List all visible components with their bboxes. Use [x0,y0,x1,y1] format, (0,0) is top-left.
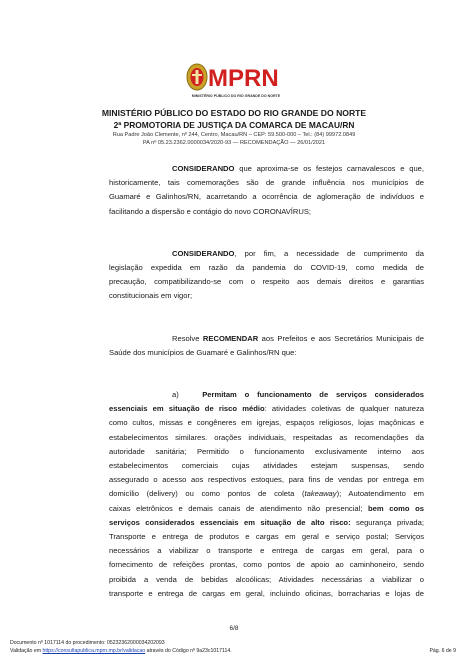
paragraph-line [109,502,424,516]
emphasis: CONSIDERANDO [172,248,235,258]
paragraph-line [109,247,424,261]
paragraph-line: constitucionais em vigor; [109,291,193,301]
text-run: caixas eletrônicos e demais canais de atendimento não presencial; [109,503,369,513]
mprn-logo [186,62,286,102]
emphasis: Permitam o funcionamento de serviços considerados [202,390,424,400]
paragraph-line: como cultos, missas e congêneres em igrejas, espaços religiosos, lojas maçônicas e [109,418,424,428]
paragraph-line: historicamente, tais comemorações são de grande influência nos municípios de [109,178,424,188]
page-number: 6/8 [229,625,239,632]
emphasis: CONSIDERANDO [172,164,235,173]
paragraph-line: legislação expedida em razão da pandemia do COVID-19, como medida de [109,263,424,273]
logo-wordmark: MPRN [208,65,279,92]
paragraph-line: Guamaré e Galinhos/RN, acarretando a ocorrência de aglomeração de indivíduos e [109,192,424,202]
document-reference: PA nº 05.23.2362.0000034/2020-93 — RECOMENDAÇÃO — 26/01/2021 [142,140,326,146]
office-address: Rua Padre João Clemente, nº 244, Centro, Macau/RN – CEP: 59.500-000 – Tel.: (84) 99972.0849 [112,132,356,138]
paragraph-line: autoridade sanitária; Permitido o funcionamento exclusivamente interno aos [109,446,424,456]
text-run: segurança privada; [350,517,424,527]
paragraph-line: facilitando a dispersão e contágio do novo CORONAVÍRUS; [109,206,312,216]
paragraph-line [109,332,424,346]
emphasis: essenciais em situação de risco médio [109,404,265,414]
text-run: : atividades coletivas de qualquer natureza [264,404,424,414]
item-marker: a) [172,390,179,400]
text-run: , por fim, a necessidade de cumprimento da [234,248,424,258]
logo-caption: MINISTÉRIO PÚBLICO DO RIO GRANDE DO NORTE [191,94,281,98]
document-body [109,162,424,601]
text-run: aos Prefeitos e aos Secretários Municipais de [258,333,424,343]
paragraph-line [109,402,424,416]
paragraph-line [109,162,424,176]
text-run: que aproxima-se os festejos carnavalescos e que, [234,164,424,173]
text-run: ); Autoatendimento em [336,489,424,499]
text-run: Resolve [172,333,203,343]
office-name: 2ª PROMOTORIA DE JUSTIÇA DA COMARCA DE MACAU/RN [113,120,355,130]
paragraph-line [109,388,424,402]
paragraph-line: Transporte e entrega de produtos e cargas em geral e serviço postal; Serviços [109,532,424,542]
paragraph-line: proibida a venda de bebidas alcoólicas; Atividades necessárias a viabilizar o [109,574,424,584]
paragraph-line [109,516,424,530]
paragraph-line: Saúde dos municípios de Guamaré e Galinhos/RN que: [109,347,297,357]
paragraph-line: necessários a viabilizar o transporte e entrega de cargas em geral, para o [109,546,424,556]
text-run: domicílio (delivery) ou como pontos de coleta ( [109,489,305,499]
italic-term: takeaway [304,489,337,499]
paragraph-line: assegurado o acesso aos respectivos estoques, para fins de vendas por entrega em [109,475,424,485]
text-run: através do Código nº 9a23c1017114. [145,648,232,654]
footer-page-label: Pág. 6 de 9 [429,648,456,654]
seal-icon [186,62,208,92]
paragraph-line: estabelecimentos similares. orações individuais, respeitadas as recomendações da [109,432,424,442]
validation-link[interactable]: https://consultapublica.mprn.mp.br/validacao [42,648,146,654]
footer-validation-line [10,648,232,654]
emphasis: bem como os [368,503,424,513]
paragraph-line: estabelecimentos comerciais cujas atividades estejam suspensas, sendo [109,461,424,471]
paragraph-line: precaução, compatibilizando-se com o respeito aos demais direitos e garantias [109,277,424,287]
paragraph-line [109,487,424,501]
emphasis: serviços considerados essenciais em situação de alto risco: [109,517,351,527]
paragraph-line: fornecimento de refeições prontas, como pontos de apoio ao caminhoneiro, sendo [109,560,424,570]
emphasis: RECOMENDAR [202,333,259,343]
text-run: Validação em [10,648,43,654]
org-name: MINISTÉRIO PÚBLICO DO ESTADO DO RIO GRANDE DO NORTE [101,108,367,118]
paragraph-line: transporte e entrega de cargas em geral, incluindo oficinas, borracharias e lojas de [109,588,424,598]
footer-document-line: Documento nº 1017114 do procedimento: 05232362000034202093 [10,640,165,646]
